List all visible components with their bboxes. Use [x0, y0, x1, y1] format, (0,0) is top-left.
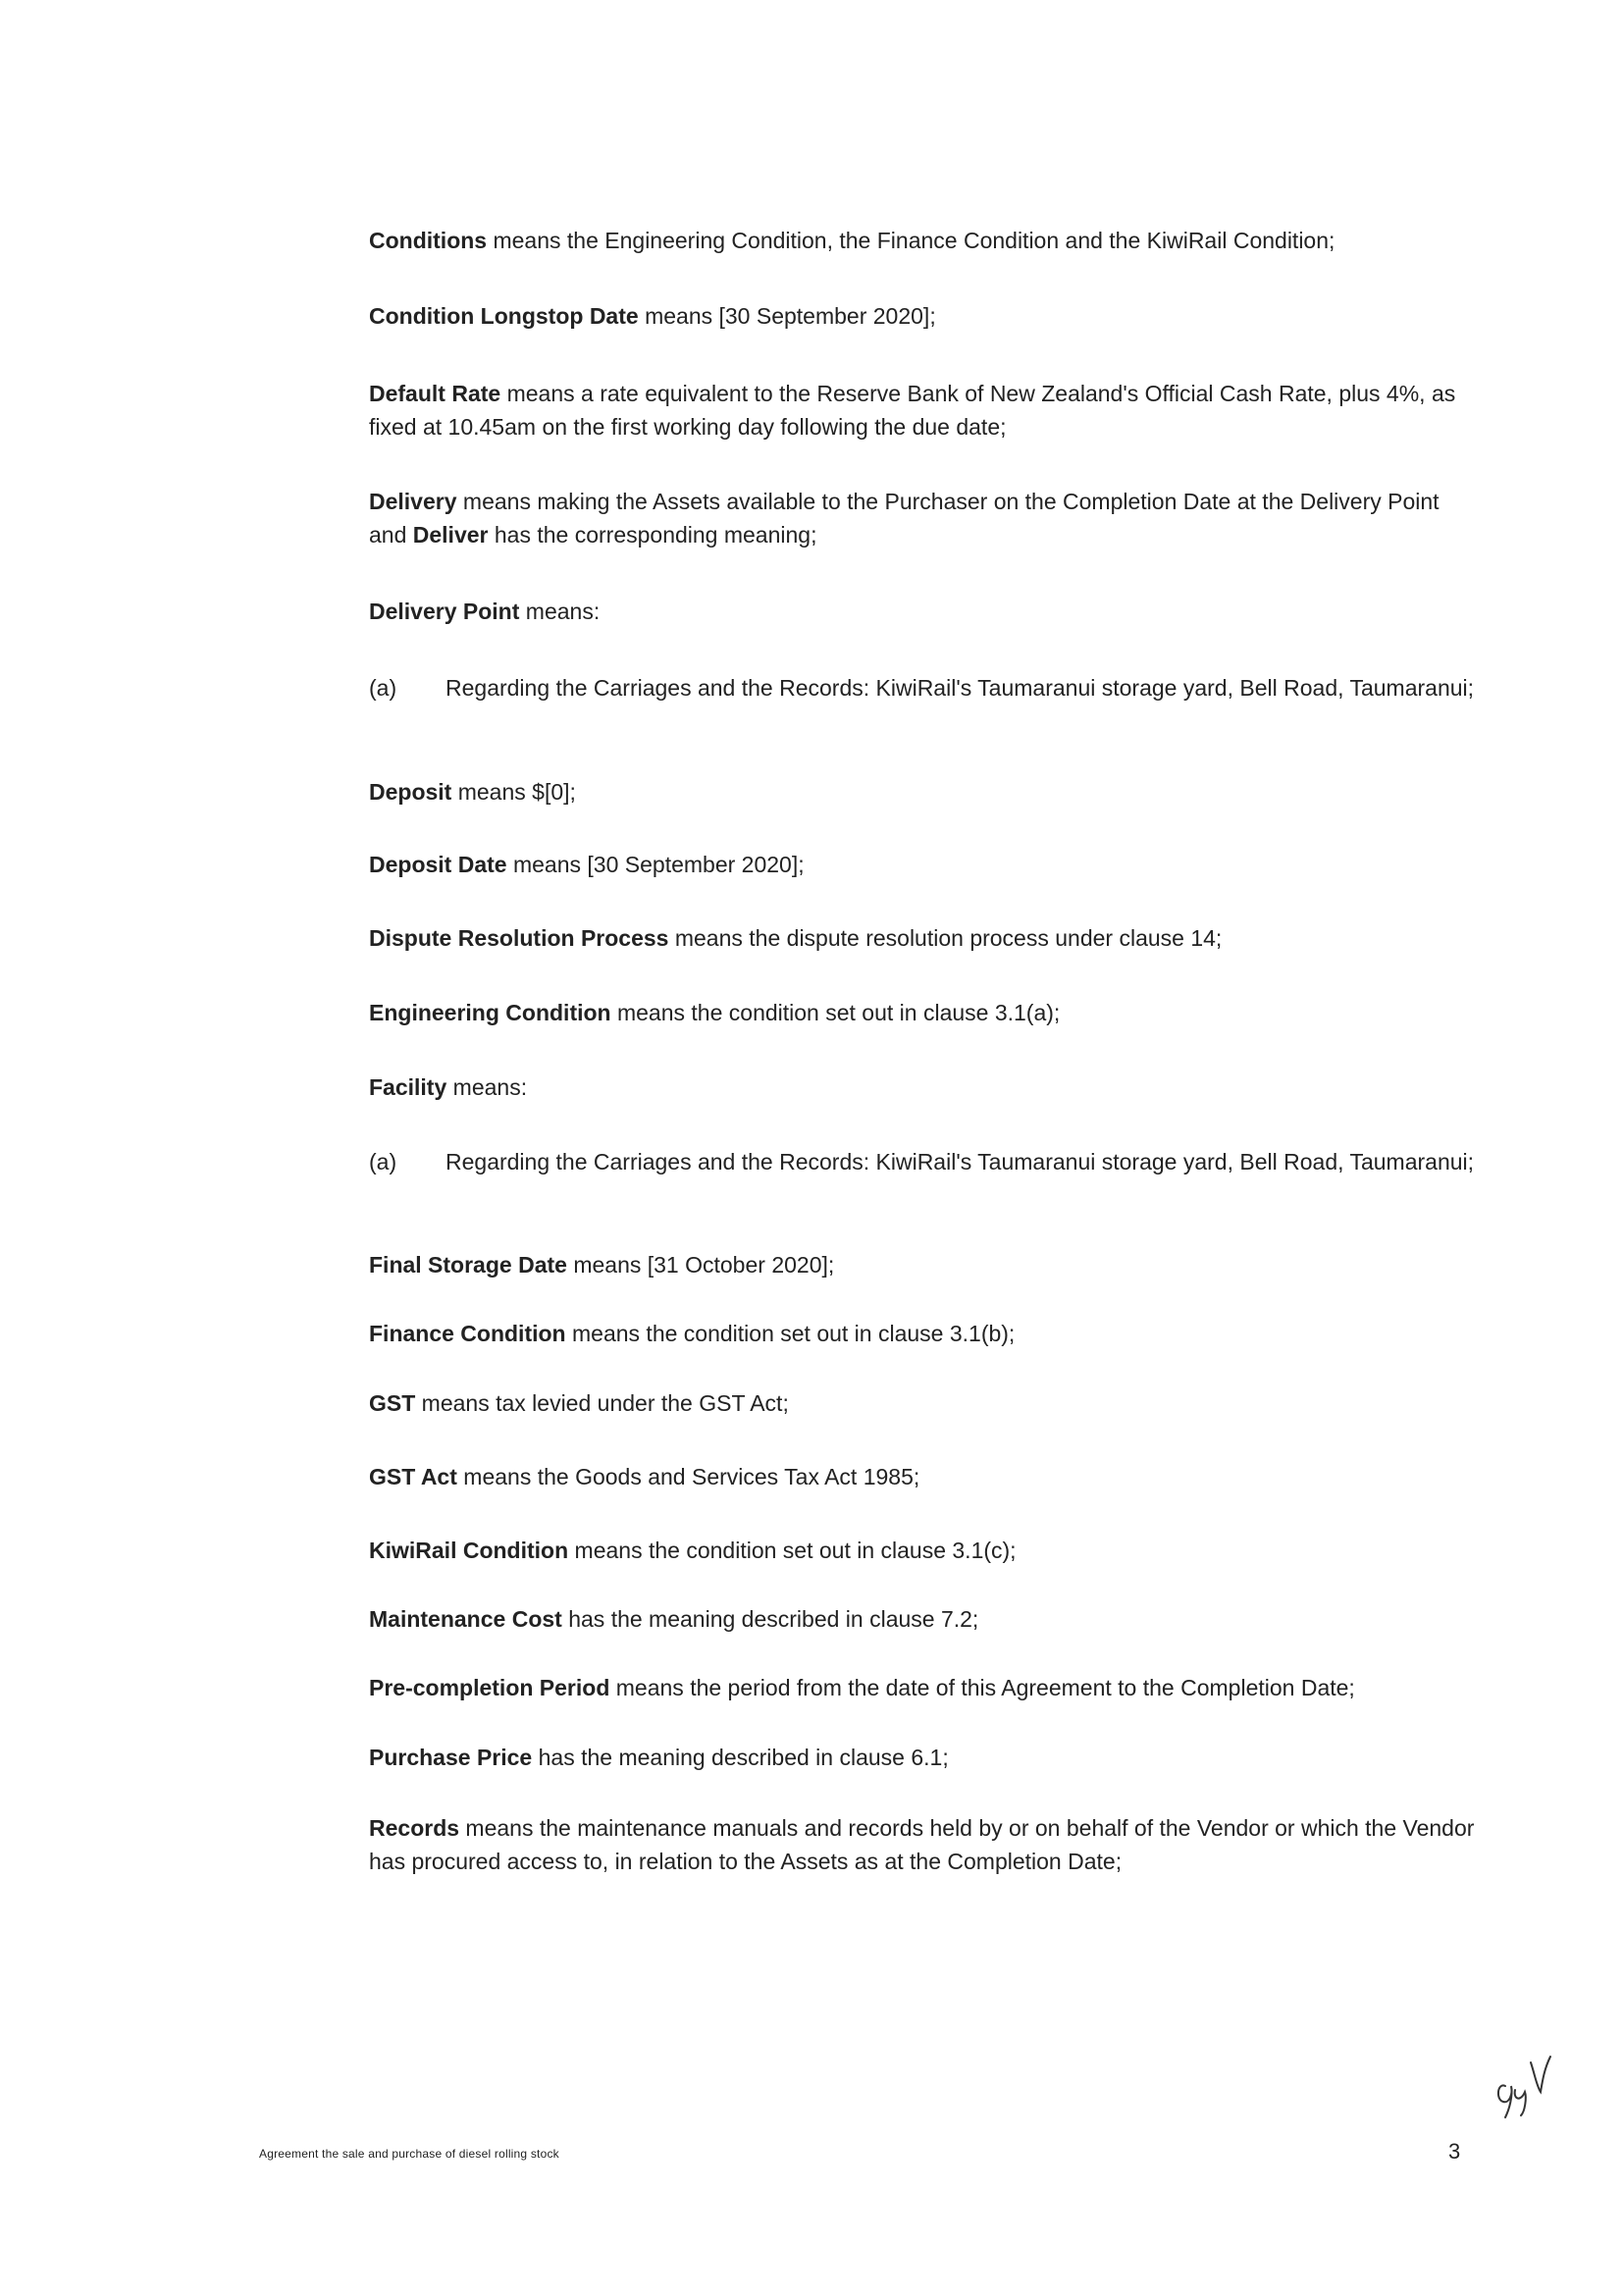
definition-delivery: [369, 485, 1478, 551]
term-secondary: Deliver: [412, 522, 489, 548]
term: Final Storage Date: [369, 1252, 567, 1278]
item-text: Regarding the Carriages and the Records: KiwiRail's Taumaranui storage yard, Bell Road, Taumaranui;: [445, 1149, 1475, 1174]
term: Dispute Resolution Process: [369, 925, 669, 951]
term: Deposit Date: [369, 852, 507, 877]
definition-default-rate: [369, 377, 1478, 444]
facility-item-a: [369, 1145, 1478, 1178]
page-number: 3: [1448, 2139, 1461, 2164]
definition-text: means the Goods and Services Tax Act 1985;: [456, 1464, 920, 1489]
definition-text: means the maintenance manuals and records held by or on behalf of the Vendor or which the Vendor has procured access to, in relation to the Assets as at the Completion Date;: [369, 1815, 1475, 1874]
definition-gst-act: [369, 1460, 919, 1493]
definition-text: has the meaning described in clause 6.1;: [532, 1745, 949, 1770]
definition-deposit-date: [369, 848, 805, 881]
term: KiwiRail Condition: [369, 1538, 569, 1563]
term: Maintenance Cost: [369, 1606, 562, 1632]
definition-text: means the condition set out in clause 3.1(c);: [568, 1538, 1017, 1563]
definition-maintenance-cost: [369, 1602, 978, 1636]
definition-kiwirail-condition: [369, 1534, 1017, 1567]
item-label: (a): [369, 675, 397, 701]
term: Delivery: [369, 489, 457, 514]
term: Engineering Condition: [369, 1000, 611, 1025]
item-label: (a): [369, 1149, 397, 1174]
item-text: Regarding the Carriages and the Records: KiwiRail's Taumaranui storage yard, Bell Road, Taumaranui;: [445, 675, 1475, 701]
definition-engineering-condition: [369, 996, 1060, 1029]
definition-pre-completion-period: [369, 1671, 1355, 1704]
definition-text: means [31 October 2020];: [566, 1252, 835, 1278]
term: Conditions: [369, 228, 488, 253]
definition-text: means making the Assets available to the Purchaser on the Completion Date at the Delivery Point and: [369, 489, 1440, 548]
term: GST: [369, 1390, 416, 1416]
handwritten-initials-signature: [1492, 2053, 1556, 2121]
definition-purchase-price: [369, 1741, 949, 1774]
definition-dispute-resolution-process: [369, 921, 1222, 955]
definition-final-storage-date: [369, 1248, 834, 1281]
definition-gst: [369, 1386, 789, 1420]
term: Records: [369, 1815, 460, 1841]
definition-records: [369, 1811, 1478, 1878]
term: Default Rate: [369, 381, 501, 406]
term: Condition Longstop Date: [369, 303, 639, 329]
definition-text: means the period from the date of this Agreement to the Completion Date;: [609, 1675, 1355, 1700]
definition-condition-longstop-date: [369, 299, 936, 333]
term: GST Act: [369, 1464, 457, 1489]
term: Pre-completion Period: [369, 1675, 610, 1700]
definition-text: means:: [519, 599, 601, 624]
footer-document-title: Agreement the sale and purchase of diesel rolling stock: [259, 2147, 559, 2161]
definition-text: means the dispute resolution process under clause 14;: [668, 925, 1223, 951]
definition-deposit: [369, 775, 576, 809]
definition-text: means the condition set out in clause 3.1(a);: [610, 1000, 1061, 1025]
delivery-point-item-a: [369, 671, 1478, 704]
definition-conditions: [369, 224, 1335, 257]
definition-text: means a rate equivalent to the Reserve Bank of New Zealand's Official Cash Rate, plus 4%, as fixed at 10.45am on the first working day following the due date;: [369, 381, 1456, 440]
definition-text: means $[0];: [451, 779, 576, 805]
term: Delivery Point: [369, 599, 520, 624]
definition-text: means [30 September 2020];: [638, 303, 936, 329]
definition-text: means the Engineering Condition, the Finance Condition and the KiwiRail Condition;: [487, 228, 1335, 253]
definition-text: has the meaning described in clause 7.2;: [561, 1606, 979, 1632]
term: Facility: [369, 1074, 447, 1100]
definition-text: means the condition set out in clause 3.1(b);: [565, 1321, 1016, 1346]
term: Purchase Price: [369, 1745, 533, 1770]
definition-facility: [369, 1070, 527, 1104]
definition-text-secondary: has the corresponding meaning;: [488, 522, 817, 548]
term: Finance Condition: [369, 1321, 566, 1346]
definition-text: means [30 September 2020];: [506, 852, 805, 877]
term: Deposit: [369, 779, 452, 805]
definition-text: means tax levied under the GST Act;: [415, 1390, 789, 1416]
definition-delivery-point: [369, 595, 600, 628]
definition-finance-condition: [369, 1317, 1015, 1350]
definition-text: means:: [446, 1074, 528, 1100]
